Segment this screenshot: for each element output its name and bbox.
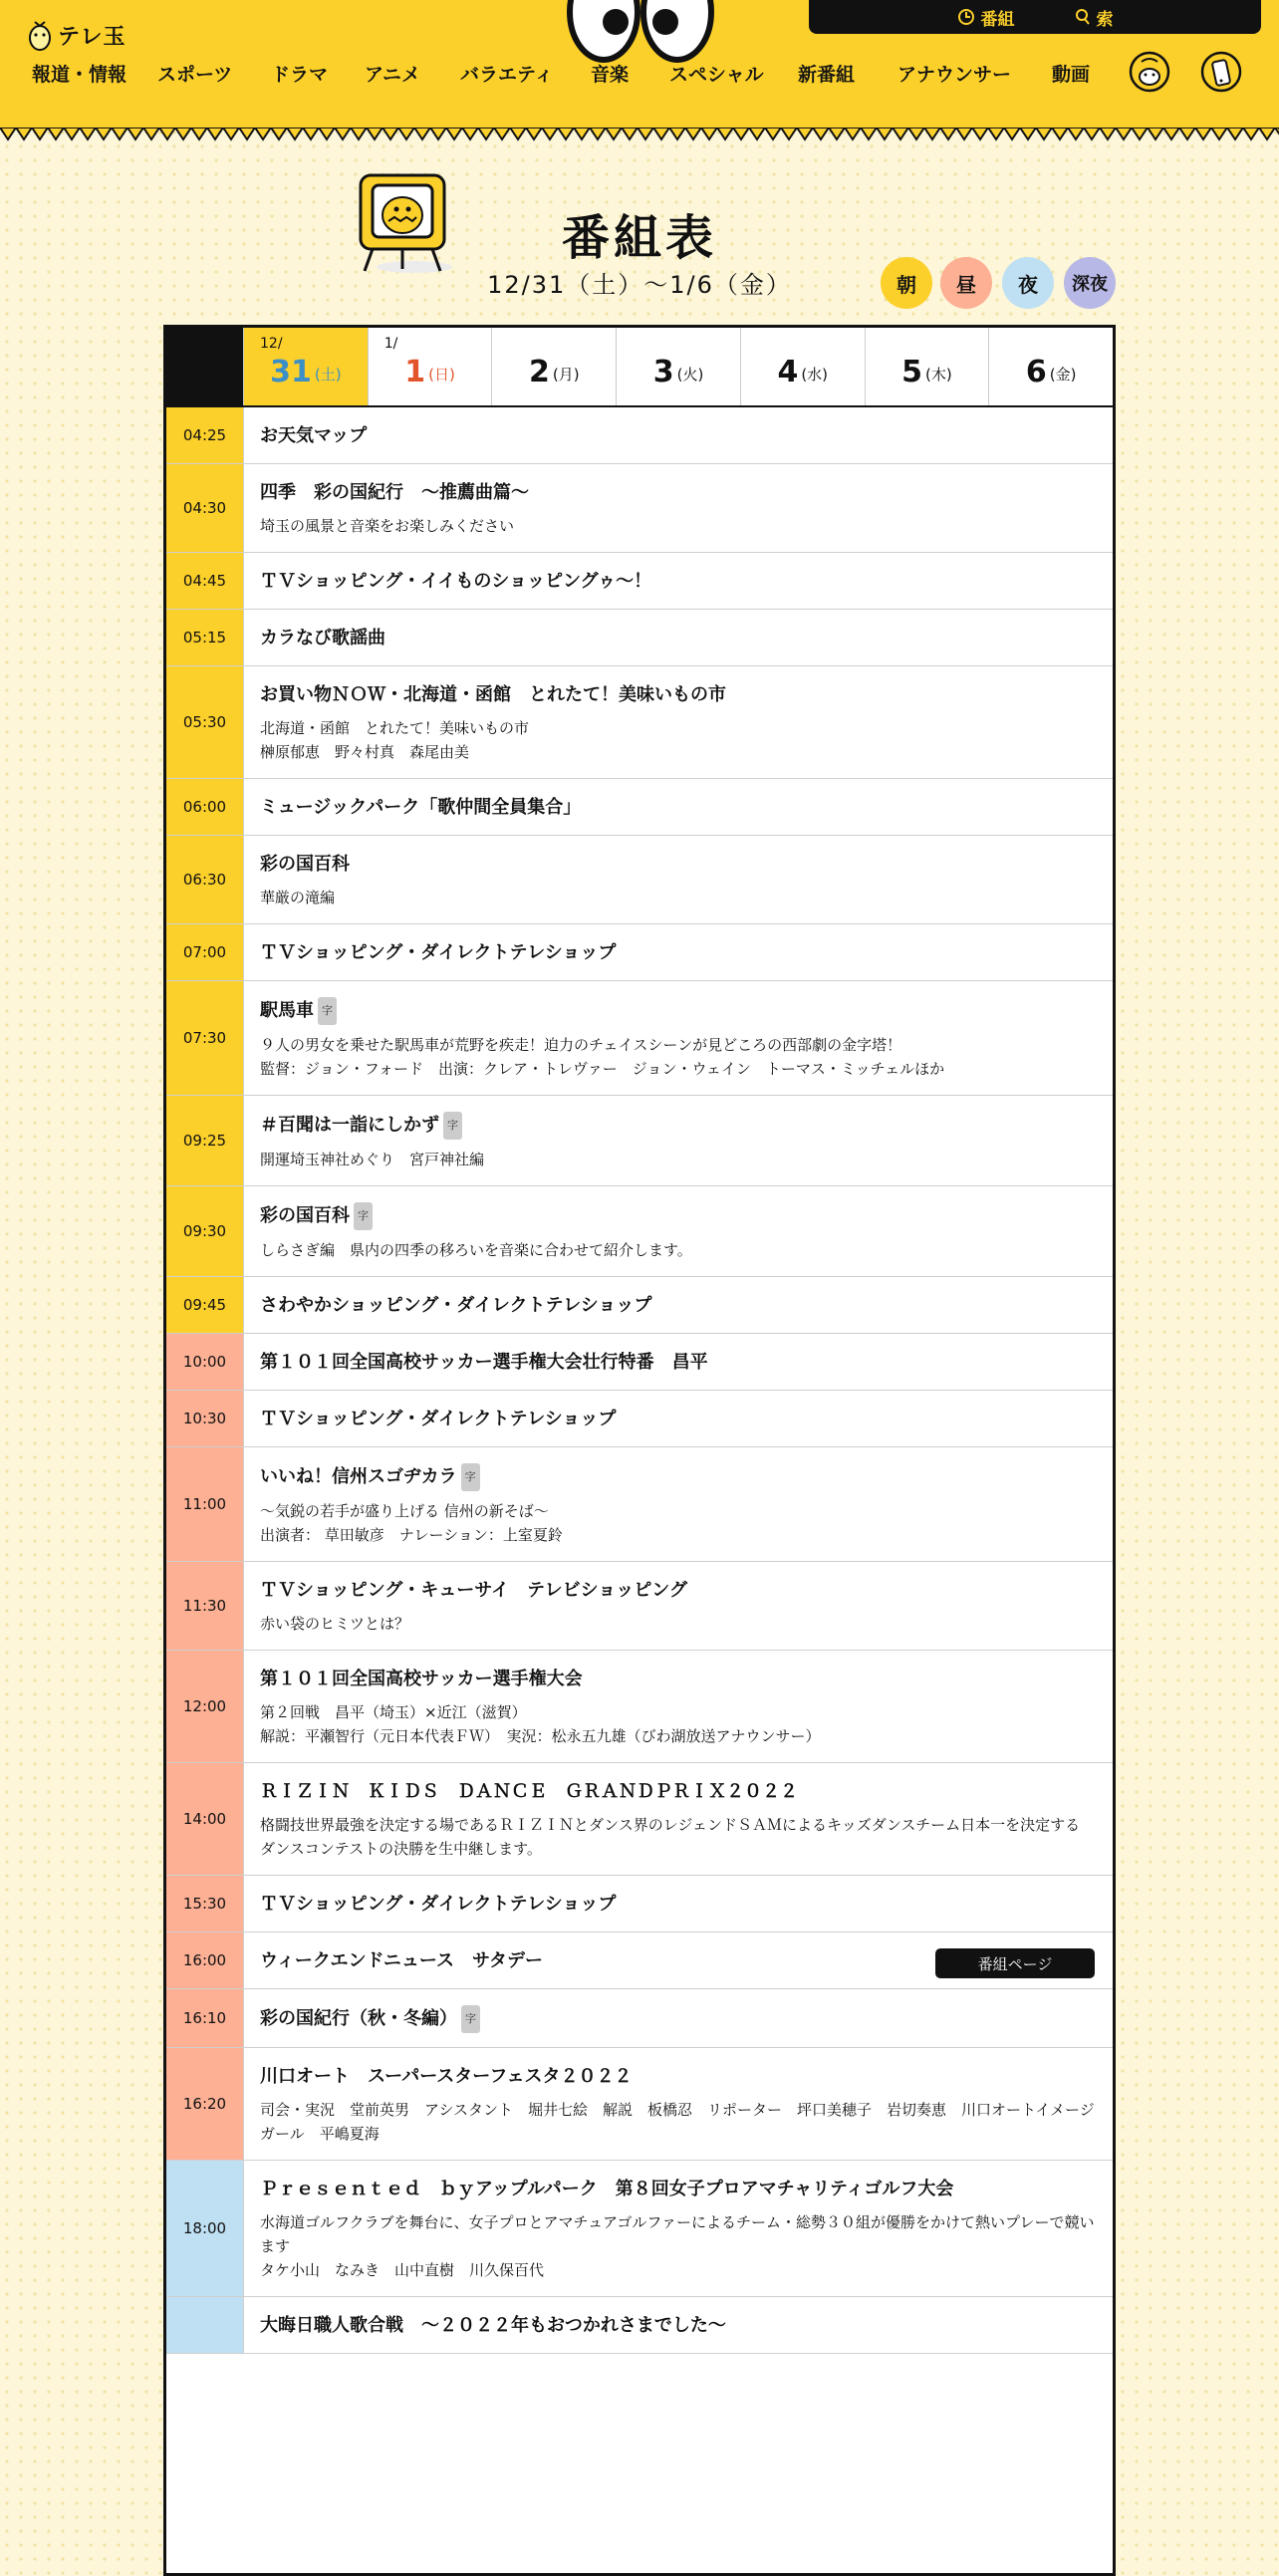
program-title-line bbox=[260, 423, 1095, 449]
subtitles-badge: 字 bbox=[354, 1202, 373, 1230]
program-title[interactable]: ＲＩＺＩＮ ＫＩＤＳ ＤＡＮＣＥ ＧＲＡＮＤＰＲＩＸ２０２２ bbox=[260, 1781, 798, 1802]
program-description: ９人の男女を乗せた駅馬車が荒野を疾走！迫力のチェイスシーンが見どころの西部劇の金字塔！ 監督：ジョン・フォード 出演：クレア・トレヴァー ジョン・ウェイン トーマス・ミッチェルほか bbox=[260, 1036, 945, 1078]
day-date: 4 bbox=[777, 354, 799, 389]
program-title-line bbox=[260, 940, 1095, 966]
day-date: 1 bbox=[404, 354, 426, 389]
program-title-line bbox=[260, 2005, 1095, 2033]
nav-sports[interactable]: スポーツ bbox=[157, 64, 233, 86]
program-row[interactable] bbox=[166, 1277, 1113, 1334]
program-title-line bbox=[260, 1892, 1095, 1918]
program-row[interactable] bbox=[166, 407, 1113, 464]
nav-videos[interactable]: 動画 bbox=[1052, 64, 1091, 86]
week-date-range: 12/31（土）〜1/6（金） bbox=[487, 271, 792, 299]
time-day-label: 昼 bbox=[956, 272, 976, 297]
day-selector-row bbox=[166, 328, 1113, 407]
page-title: 番組表 bbox=[561, 210, 717, 266]
program-title[interactable]: ＴＶショッピング・ダイレクトテレショップ bbox=[260, 1409, 617, 1429]
program-description: ～気鋭の若手が盛り上げる 信州の新そば～ 出演者： 草田敏彦 ナレーション：上室夏鈴 bbox=[260, 1502, 563, 1544]
search-link-label: 索 bbox=[1096, 9, 1114, 30]
program-schedule-table bbox=[163, 325, 1116, 2576]
program-row[interactable] bbox=[166, 1334, 1113, 1391]
program-title-line bbox=[260, 480, 1095, 506]
program-description: 第２回戦 昌平（埼玉）×近江（滋賀） 解説：平瀬智行（元日本代表ＦＷ） 実況：松永五九雄（びわ湖放送アナウンサー） bbox=[260, 1703, 821, 1745]
program-page-button[interactable]: 番組ページ bbox=[935, 1948, 1095, 1978]
program-body bbox=[244, 1186, 1113, 1276]
program-row[interactable] bbox=[166, 2048, 1113, 2161]
program-title-line bbox=[260, 997, 1095, 1025]
program-body bbox=[244, 1763, 1113, 1875]
program-title[interactable]: ＴＶショッピング・イイものショッピングゥ～！ bbox=[260, 571, 652, 592]
program-title[interactable]: カラなび歌謡曲 bbox=[260, 628, 385, 648]
program-title[interactable]: 彩の国百科 bbox=[260, 854, 350, 875]
program-title[interactable]: 第１０１回全国高校サッカー選手権大会 bbox=[260, 1669, 583, 1689]
time-night-button[interactable] bbox=[1002, 257, 1054, 309]
day-month: 12/ bbox=[260, 336, 283, 352]
program-list bbox=[166, 407, 1113, 2354]
program-start-time: 16:20 bbox=[166, 2048, 244, 2160]
program-row[interactable] bbox=[166, 1651, 1113, 1763]
mobile-phone-icon bbox=[1199, 50, 1243, 94]
teletama-mobile-link[interactable] bbox=[1199, 50, 1243, 94]
time-night-label: 夜 bbox=[1018, 272, 1038, 297]
day-tab-4[interactable] bbox=[740, 328, 865, 405]
program-start-time: 04:25 bbox=[166, 407, 244, 463]
nav-special[interactable]: スペシャル bbox=[669, 64, 764, 86]
program-row[interactable] bbox=[166, 779, 1113, 836]
day-weekday: (日) bbox=[428, 365, 455, 384]
program-title-line bbox=[260, 852, 1095, 878]
program-row[interactable] bbox=[166, 1763, 1113, 1876]
day-tab-2[interactable] bbox=[491, 328, 616, 405]
program-title-line bbox=[260, 1350, 1095, 1376]
program-row[interactable] bbox=[166, 1186, 1113, 1277]
nav-variety[interactable]: バラエティ bbox=[460, 64, 554, 86]
program-body bbox=[244, 981, 1113, 1095]
day-date: 6 bbox=[1025, 354, 1047, 389]
program-row[interactable] bbox=[166, 1876, 1113, 1932]
search-icon bbox=[1075, 8, 1091, 26]
program-title[interactable]: ＴＶショッピング・ダイレクトテレショップ bbox=[260, 1894, 617, 1915]
program-title-line bbox=[260, 1407, 1095, 1432]
program-title-line bbox=[260, 569, 1095, 595]
program-start-time: 15:30 bbox=[166, 1876, 244, 1932]
subtitles-badge: 字 bbox=[461, 2005, 480, 2033]
program-title-line bbox=[260, 1578, 1095, 1604]
program-start-time: 10:30 bbox=[166, 1391, 244, 1446]
program-description: 開運埼玉神社めぐり 宮戸神社編 bbox=[260, 1151, 485, 1168]
program-body bbox=[244, 2161, 1113, 2296]
program-title[interactable]: 彩の国紀行（秋・冬編） bbox=[260, 2008, 457, 2029]
program-description: 赤い袋のヒミツとは？ bbox=[260, 1615, 410, 1633]
program-body bbox=[244, 1989, 1113, 2047]
program-title-line bbox=[260, 2177, 1095, 2202]
program-title-line bbox=[260, 2313, 1095, 2339]
site-header bbox=[0, 0, 1279, 129]
program-body bbox=[244, 1562, 1113, 1650]
program-start-time: 05:15 bbox=[166, 610, 244, 665]
program-start-time: 11:00 bbox=[166, 1447, 244, 1561]
day-tab-5[interactable] bbox=[865, 328, 989, 405]
program-body bbox=[244, 1391, 1113, 1446]
day-weekday: (木) bbox=[925, 365, 952, 384]
program-row[interactable] bbox=[166, 924, 1113, 981]
program-title-line bbox=[260, 795, 1095, 821]
program-row[interactable] bbox=[166, 1932, 1113, 1989]
teletama-kun-link[interactable] bbox=[1128, 50, 1171, 94]
program-row[interactable] bbox=[166, 1096, 1113, 1186]
program-title[interactable]: 駅馬車 bbox=[260, 1000, 314, 1021]
search-link[interactable] bbox=[1075, 5, 1114, 30]
program-start-time: 16:00 bbox=[166, 1932, 244, 1988]
mascot-logo-icon bbox=[28, 18, 52, 52]
program-title[interactable]: ＴＶショッピング・ダイレクトテレショップ bbox=[260, 942, 617, 963]
program-start-time: 18:00 bbox=[166, 2161, 244, 2296]
time-day-button[interactable] bbox=[940, 257, 992, 309]
program-description: 埼玉の風景と音楽をお楽しみください bbox=[260, 517, 515, 535]
main-nav bbox=[0, 60, 1279, 92]
day-date: 3 bbox=[652, 354, 674, 389]
program-row[interactable] bbox=[166, 836, 1113, 924]
day-weekday: (月) bbox=[552, 365, 580, 384]
nav-announcers[interactable]: アナウンサー bbox=[897, 64, 1012, 86]
program-body bbox=[244, 553, 1113, 609]
program-body bbox=[244, 1334, 1113, 1390]
day-tab-6[interactable] bbox=[988, 328, 1113, 405]
day-weekday: (金) bbox=[1049, 365, 1077, 384]
logo-text: テレ玉 bbox=[58, 24, 127, 50]
day-date: 5 bbox=[901, 354, 923, 389]
program-description: 北海道・函館 とれたて！美味いもの市 榊原郁恵 野々村真 森尾由美 bbox=[260, 719, 530, 761]
clock-icon bbox=[957, 8, 975, 26]
program-row[interactable] bbox=[166, 1562, 1113, 1651]
day-month: 1/ bbox=[384, 336, 398, 352]
subtitles-badge: 字 bbox=[443, 1112, 462, 1140]
program-row[interactable] bbox=[166, 2161, 1113, 2297]
program-description: 格闘技世界最強を決定する場であるＲＩＺＩＮとダンス界のレジェンドＳＡＭによるキッズダンスチーム日本一を決定するダンスコンテストの決勝を生中継します。 bbox=[260, 1816, 1081, 1858]
program-title-line bbox=[260, 626, 1095, 651]
program-start-time: 06:00 bbox=[166, 779, 244, 835]
nav-new-programs[interactable]: 新番組 bbox=[798, 64, 856, 86]
day-tab-0[interactable] bbox=[243, 328, 368, 405]
program-body bbox=[244, 1096, 1113, 1185]
program-body bbox=[244, 1876, 1113, 1932]
time-late-night-button[interactable] bbox=[1064, 257, 1116, 309]
program-start-time bbox=[166, 2297, 244, 2353]
program-title[interactable]: お買い物ＮＯＷ・北海道・函館 とれたて！美味いもの市 bbox=[260, 684, 726, 705]
program-title-line bbox=[260, 1463, 1095, 1491]
day-date: 2 bbox=[529, 354, 550, 389]
program-row[interactable] bbox=[166, 1989, 1113, 2048]
program-title[interactable]: 四季 彩の国紀行 ～推薦曲篇～ bbox=[260, 482, 529, 503]
program-title[interactable]: 大晦日職人歌合戦 ～２０２２年もおつかれさまでした～ bbox=[260, 2315, 726, 2336]
program-description: しらさぎ編 県内の四季の移ろいを音楽に合わせて紹介します。 bbox=[260, 1241, 692, 1259]
program-description: 水海道ゴルフクラブを舞台に、女子プロとアマチュアゴルファーによるチーム・総勢３０組が優勝をかけて熱いプレーで競います タケ小山 なみき 山中直樹 川久保百代 bbox=[260, 2213, 1095, 2279]
day-tab-3[interactable] bbox=[616, 328, 740, 405]
top-utility-bar bbox=[809, 0, 1261, 34]
program-start-time: 12:00 bbox=[166, 1651, 244, 1762]
nav-news[interactable]: 報道・情報 bbox=[32, 64, 128, 86]
time-late-night-label: 深夜 bbox=[1072, 274, 1108, 295]
program-row[interactable] bbox=[166, 981, 1113, 1096]
program-body bbox=[244, 666, 1113, 778]
program-start-time: 05:30 bbox=[166, 666, 244, 778]
header-zigzag-border bbox=[0, 128, 1279, 145]
day-date: 31 bbox=[270, 354, 312, 389]
program-title[interactable]: ミュージックパーク「歌仲間全員集合」 bbox=[260, 797, 582, 818]
program-body bbox=[244, 924, 1113, 980]
program-title-line bbox=[260, 1293, 1095, 1319]
program-body bbox=[244, 407, 1113, 463]
program-row[interactable] bbox=[166, 666, 1113, 779]
program-title-line bbox=[260, 1779, 1095, 1805]
program-start-time: 04:45 bbox=[166, 553, 244, 609]
subtitles-badge: 字 bbox=[461, 1463, 480, 1491]
schedule-link-label: 番組 bbox=[980, 9, 1015, 30]
program-title[interactable]: 彩の国百科 bbox=[260, 1205, 350, 1226]
program-row[interactable] bbox=[166, 1447, 1113, 1562]
nav-anime[interactable]: アニメ bbox=[365, 64, 421, 86]
program-body bbox=[244, 1277, 1113, 1333]
nav-music[interactable]: 音楽 bbox=[591, 64, 630, 86]
program-start-time: 07:30 bbox=[166, 981, 244, 1095]
day-weekday: (水) bbox=[801, 365, 829, 384]
program-start-time: 14:00 bbox=[166, 1763, 244, 1875]
program-body bbox=[244, 1651, 1113, 1762]
program-title[interactable]: Ｐｒｅｓｅｎｔｅｄ ｂｙアップルパーク 第８回女子プロアマチャリティゴルフ大会 bbox=[260, 2179, 954, 2199]
program-title[interactable]: いいね！信州スゴヂカラ bbox=[260, 1466, 457, 1487]
program-row[interactable] bbox=[166, 553, 1113, 610]
day-tab-1[interactable] bbox=[368, 328, 492, 405]
day-weekday: (火) bbox=[676, 365, 704, 384]
program-body bbox=[244, 836, 1113, 923]
program-start-time: 07:00 bbox=[166, 924, 244, 980]
program-title-line bbox=[260, 1112, 1095, 1140]
program-body bbox=[244, 779, 1113, 835]
program-title-line bbox=[260, 2064, 1095, 2090]
program-description: 華厳の滝編 bbox=[260, 889, 336, 906]
program-body bbox=[244, 2297, 1113, 2353]
time-morning-button[interactable] bbox=[881, 257, 932, 309]
program-title[interactable]: ＴＶショッピング・キューサイ テレビショッピング bbox=[260, 1580, 687, 1601]
program-title-line bbox=[260, 1667, 1095, 1692]
program-start-time: 11:30 bbox=[166, 1562, 244, 1650]
subtitles-badge: 字 bbox=[318, 997, 337, 1025]
program-row[interactable] bbox=[166, 2297, 1113, 2354]
program-description: 司会・実況 堂前英男 アシスタント 堀井七絵 解説 板橋忍 リポーター 坪口美穂子 岩切奏恵 川口オートイメージガール 平嶋夏海 bbox=[260, 2101, 1095, 2143]
time-morning-label: 朝 bbox=[896, 272, 916, 297]
program-title[interactable]: ウィークエンドニュース サタデー bbox=[260, 1950, 544, 1971]
program-title-line bbox=[260, 682, 1095, 708]
program-row[interactable] bbox=[166, 1391, 1113, 1447]
program-row[interactable] bbox=[166, 464, 1113, 553]
program-body bbox=[244, 2048, 1113, 2160]
program-title[interactable]: お天気マップ bbox=[260, 425, 368, 446]
table-corner bbox=[166, 328, 243, 405]
program-row[interactable] bbox=[166, 610, 1113, 666]
program-title[interactable]: 第１０１回全国高校サッカー選手権大会壮行特番 昌平 bbox=[260, 1352, 708, 1373]
program-title[interactable]: さわやかショッピング・ダイレクトテレショップ bbox=[260, 1295, 652, 1316]
program-start-time: 09:25 bbox=[166, 1096, 244, 1185]
program-title[interactable]: ＃百聞は一詣にしかず bbox=[260, 1115, 439, 1136]
program-start-time: 09:45 bbox=[166, 1277, 244, 1333]
program-body bbox=[244, 464, 1113, 552]
program-start-time: 04:30 bbox=[166, 464, 244, 552]
program-title-line bbox=[260, 1202, 1095, 1230]
program-start-time: 16:10 bbox=[166, 1989, 244, 2047]
program-body bbox=[244, 1932, 1113, 1988]
program-title[interactable]: 川口オート スーパースターフェスタ２０２２ bbox=[260, 2066, 633, 2087]
program-start-time: 06:30 bbox=[166, 836, 244, 923]
program-start-time: 10:00 bbox=[166, 1334, 244, 1390]
mascot-badge-icon bbox=[1128, 50, 1171, 94]
program-body bbox=[244, 610, 1113, 665]
site-logo[interactable] bbox=[28, 18, 127, 52]
schedule-link[interactable] bbox=[957, 5, 1015, 30]
eyes-mascot-icon bbox=[566, 0, 715, 64]
nav-drama[interactable]: ドラマ bbox=[271, 64, 329, 86]
program-start-time: 09:30 bbox=[166, 1186, 244, 1276]
day-weekday: (土) bbox=[314, 365, 342, 384]
program-body bbox=[244, 1447, 1113, 1561]
